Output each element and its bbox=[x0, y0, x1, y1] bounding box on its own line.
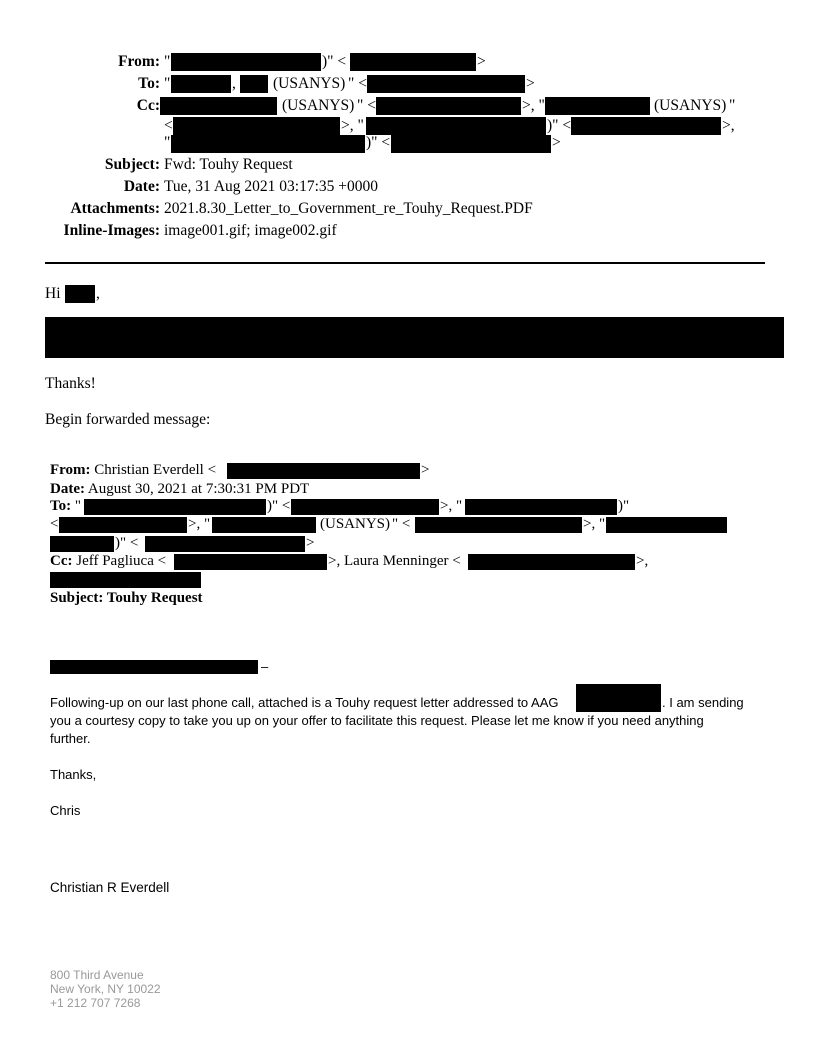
bracket-sep: >, " bbox=[440, 498, 463, 514]
fwd-to-org: (USANYS) bbox=[320, 516, 391, 532]
redaction-box bbox=[350, 53, 476, 71]
fwd-cc-name-1: Jeff Pagliuca bbox=[76, 553, 154, 569]
greeting: Hi bbox=[45, 285, 61, 302]
bracket-comma: >, bbox=[722, 117, 735, 134]
begin-forwarded-text: Begin forwarded message: bbox=[45, 411, 211, 428]
redacted-paragraph bbox=[45, 317, 784, 358]
fwd-to-line: To: " bbox=[50, 498, 81, 514]
cc-org-2: (USANYS) bbox=[654, 97, 727, 114]
quote-close: )" bbox=[618, 498, 630, 514]
quote-lt: )" < bbox=[267, 498, 291, 514]
redaction-box bbox=[367, 75, 525, 93]
redaction-box bbox=[174, 554, 327, 570]
redaction-box bbox=[212, 517, 316, 533]
bracket-sep: >, " bbox=[341, 117, 364, 134]
phone-number: +1 212 707 7268 bbox=[50, 996, 141, 1010]
quote-lt: " < bbox=[392, 516, 411, 532]
fwd-to-label: To: bbox=[50, 498, 72, 514]
redaction-box bbox=[366, 117, 546, 135]
quote-lt: )" < bbox=[366, 134, 391, 151]
from-label: From: bbox=[118, 53, 160, 70]
redaction-box bbox=[50, 572, 201, 588]
header-divider bbox=[45, 262, 765, 264]
redaction-box bbox=[545, 97, 650, 115]
redaction-box bbox=[571, 117, 721, 135]
comma: , bbox=[96, 285, 100, 302]
bracket-sep-2: >, Laura Menninger < bbox=[328, 553, 461, 569]
redaction-box bbox=[50, 536, 114, 552]
redaction-box bbox=[415, 517, 582, 533]
bracket-close: > bbox=[477, 53, 486, 70]
fwd-date-label: Date: bbox=[50, 481, 85, 497]
fwd-subject-line: Subject: Touhy Request bbox=[50, 590, 203, 606]
bracket-close: > bbox=[526, 75, 535, 92]
quote-lt: " < bbox=[348, 75, 367, 92]
fwd-from-name: Christian Everdell bbox=[94, 462, 204, 478]
fwd-cc-name-2: Laura Menninger bbox=[343, 553, 449, 569]
bracket-close: > bbox=[552, 134, 561, 151]
attachments-label: Attachments: bbox=[70, 200, 160, 217]
redaction-box bbox=[227, 463, 420, 479]
quote-open: " bbox=[164, 134, 171, 151]
lt: < bbox=[50, 516, 59, 532]
message-line-1: Following-up on our last phone call, attached is a Touhy request letter addressed to AAG bbox=[50, 695, 559, 710]
cc-org-1: (USANYS) bbox=[282, 97, 355, 114]
bracket-sep: >, " bbox=[522, 97, 545, 114]
date-label: Date: bbox=[123, 178, 160, 195]
redaction-box bbox=[391, 135, 551, 153]
redaction-box bbox=[173, 117, 340, 135]
redaction-box bbox=[171, 53, 321, 71]
address-line-2: New York, NY 10022 bbox=[50, 982, 161, 996]
date-value: Tue, 31 Aug 2021 03:17:35 +0000 bbox=[164, 178, 378, 195]
to-org: (USANYS) bbox=[273, 75, 346, 92]
fwd-cc-line: Cc: Jeff Pagliuca < bbox=[50, 553, 167, 569]
sign-short: Chris bbox=[50, 803, 81, 818]
subject-value: Fwd: Touhy Request bbox=[164, 156, 293, 173]
cc-label: Cc: bbox=[136, 97, 160, 114]
fwd-cc-label: Cc: bbox=[50, 553, 73, 569]
message-line-3: further. bbox=[50, 731, 91, 746]
redaction-box bbox=[240, 75, 268, 93]
redaction-box bbox=[171, 75, 231, 93]
quote-close: " bbox=[729, 97, 736, 114]
redaction-box bbox=[160, 97, 277, 115]
dash: – bbox=[261, 659, 269, 674]
message-line-2: you a courtesy copy to take you up on your offer to facilitate this request. Please let me know if you need anything bbox=[50, 713, 704, 728]
redaction-box bbox=[465, 499, 617, 515]
inline-images-value: image001.gif; image002.gif bbox=[164, 222, 337, 239]
to-label: To: bbox=[138, 75, 160, 92]
quote-lt: )" < bbox=[115, 535, 139, 551]
from-quote-close: )" < bbox=[322, 53, 347, 70]
redaction-box bbox=[376, 97, 521, 115]
redaction-box bbox=[84, 499, 266, 515]
address-line-1: 800 Third Avenue bbox=[50, 968, 144, 982]
closing-text: Thanks, bbox=[50, 767, 97, 782]
bracket-close: > bbox=[421, 462, 430, 478]
fwd-from-line: From: Christian Everdell < bbox=[50, 462, 217, 478]
thanks-text: Thanks! bbox=[45, 375, 96, 392]
redaction-box bbox=[59, 517, 187, 533]
from-quote-open: " bbox=[164, 53, 171, 70]
redaction-box bbox=[468, 554, 635, 570]
redaction-box bbox=[171, 135, 365, 153]
bracket-close: > bbox=[306, 535, 315, 551]
bracket-sep: >, " bbox=[583, 516, 606, 532]
fwd-from-label: From: bbox=[50, 462, 91, 478]
message-line-1-end: . I am sending bbox=[662, 695, 744, 710]
attachments-value: 2021.8.30_Letter_to_Government_re_Touhy_Request.PDF bbox=[164, 200, 533, 217]
redaction-box bbox=[145, 536, 305, 552]
quote-open: " bbox=[164, 75, 171, 92]
redaction-box bbox=[50, 660, 258, 674]
quote-lt: )" < bbox=[547, 117, 572, 134]
redaction-box bbox=[65, 285, 95, 303]
fwd-date-value: August 30, 2021 at 7:30:31 PM PDT bbox=[87, 481, 310, 497]
comma: , bbox=[232, 75, 236, 92]
bracket-sep: >, " bbox=[188, 516, 211, 532]
lt: < bbox=[164, 117, 173, 134]
bracket-comma: >, bbox=[636, 553, 649, 569]
inline-images-label: Inline-Images: bbox=[63, 222, 160, 239]
redaction-box bbox=[606, 517, 727, 533]
redaction-box bbox=[291, 499, 439, 515]
fwd-date-line bbox=[50, 482, 309, 497]
subject-label: Subject: bbox=[104, 156, 160, 173]
redaction-box bbox=[576, 684, 661, 712]
signature-name: Christian R Everdell bbox=[50, 880, 170, 895]
quote-lt: " < bbox=[357, 97, 376, 114]
